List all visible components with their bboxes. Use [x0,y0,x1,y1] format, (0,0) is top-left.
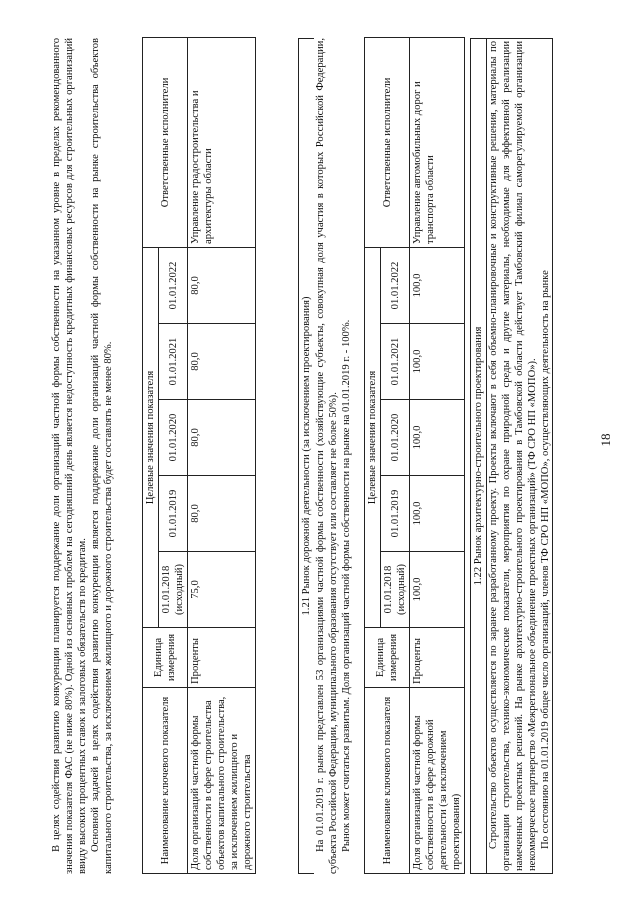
header-date: 01.01.2018 (исходный) [381,552,410,628]
header-date: 01.01.2022 [159,247,188,323]
header-targets: Целевые значения показателя [143,247,159,627]
header-date: 01.01.2021 [381,324,410,400]
section-1-22-body [486,38,553,874]
indicator-value: 100,0 [410,476,465,552]
indicator-unit: Проценты [410,628,465,688]
section-1-21-paragraph-1: На 01.01.2019 г. рынок представлен 53 организациями частной формы собственности (хозяйствующие субъекты, совокупная доля участия в которых Российской Федерации, субъекта Российской Федерации, муниципального образования отсутствует или составляет не более 50%). [315,38,339,874]
header-responsible: Ответственные исполнители [143,37,188,247]
header-name: Наименование ключевого показателя [365,688,410,874]
header-date: 01.01.2020 [159,400,188,476]
key-indicator-table-2 [364,37,465,874]
section-1-21-paragraph-2: Рынок может считаться развитым. Доля организаций частной формы собственности на рынке на 01.01.2019 г. - 100%. [341,319,352,852]
indicator-value: 80,0 [188,324,256,400]
indicator-value: 75,0 [188,552,256,628]
header-date: 01.01.2022 [381,247,410,323]
table-row [410,37,465,873]
header-name: Наименование ключевого показателя [143,688,188,874]
indicator-value: 100,0 [410,247,465,323]
header-responsible: Ответственные исполнители [365,37,410,247]
indicator-responsible: Управление автомобильных дорог и транспорта области [410,37,465,247]
indicator-value: 80,0 [188,247,256,323]
header-unit: Единица измерения [365,628,410,688]
header-date: 01.01.2018 (исходный) [159,552,188,628]
table-row [188,37,256,873]
rotated-content [50,38,570,874]
header-date: 01.01.2019 [159,476,188,552]
section-1-22-paragraph-2: По состоянию на 01.01.2019 общее число организаций, членов ТФ СРО НП «МОПО», осуществляющих деятельность на рынке [540,270,551,849]
header-unit: Единица измерения [143,628,188,688]
indicator-name: Доля организаций частной формы собственности в сфере дорожной деятельности (за исключением проектирования) [410,688,465,874]
section-1-21 [298,38,353,874]
header-targets: Целевые значения показателя [365,247,381,627]
header-date: 01.01.2020 [381,400,410,476]
indicator-name: Доля организаций частной формы собственности в сфере строительства объектов капитального строительства, за исключением жилищного и дорожного строительства [188,688,256,874]
intro-paragraph-2: Основной задачей в целях содействия развитию конкуренции является поддержание доли организаций частной формы собственности на рынке строительства объектов капитального строительства, за исключением жилищного и дорожного строительства будет составлять не менее 80%. [90,38,114,874]
indicator-value: 100,0 [410,324,465,400]
intro-paragraph-1: В целях содействия развитию конкуренции планируется поддержание доли организаций частной формы собственности на указанном уровне в пределах рекомендованного значения показателя ФАС (не ниже 80%). Одной из основных проблем на сегодняшний день является недоступность кредитных финансовых ресурсов для строительных организаций ввиду высоких процентных ставок и залоговых обязательств по кредитам. [51,38,88,874]
header-date: 01.01.2021 [159,324,188,400]
intro-block [50,38,115,874]
table-1-wrapper [142,38,256,874]
table-2-wrapper [364,38,465,874]
indicator-value: 100,0 [410,400,465,476]
indicator-value: 100,0 [410,552,465,628]
indicator-value: 80,0 [188,400,256,476]
header-date: 01.01.2019 [381,476,410,552]
indicator-responsible: Управление градостроительства и архитектуры области [188,37,256,247]
indicator-unit: Проценты [188,628,256,688]
key-indicator-table-1 [142,37,256,874]
section-1-22-paragraph-1: Строительство объектов осуществляется по заранее разработанному проекту. Проекты включают в себя объемно-планировочные и конструктивные решения, материалы по организации строительства, технико-экономические показатели, мероприятия по охране природной среды и другие материалы, необходимые для эффективной реализации намеченных проектных решений. На рынке архитектурно-строительного проектирования в Тамбовской области действует Тамбовский филиал саморегулируемой организации некоммерческое партнерство «Межрегиональное объединение проектных организаций» (ТФ СРО НП «МОПО»). [488,41,538,871]
section-1-22 [470,38,553,874]
page-number: 18 [598,433,613,447]
indicator-value: 80,0 [188,476,256,552]
section-1-22-title: 1.22 Рынок архитектурно-строительного проектирования [470,38,486,874]
section-1-21-title: 1.21 Рынок дорожной деятельности (за исключением проектирования) [298,38,314,874]
